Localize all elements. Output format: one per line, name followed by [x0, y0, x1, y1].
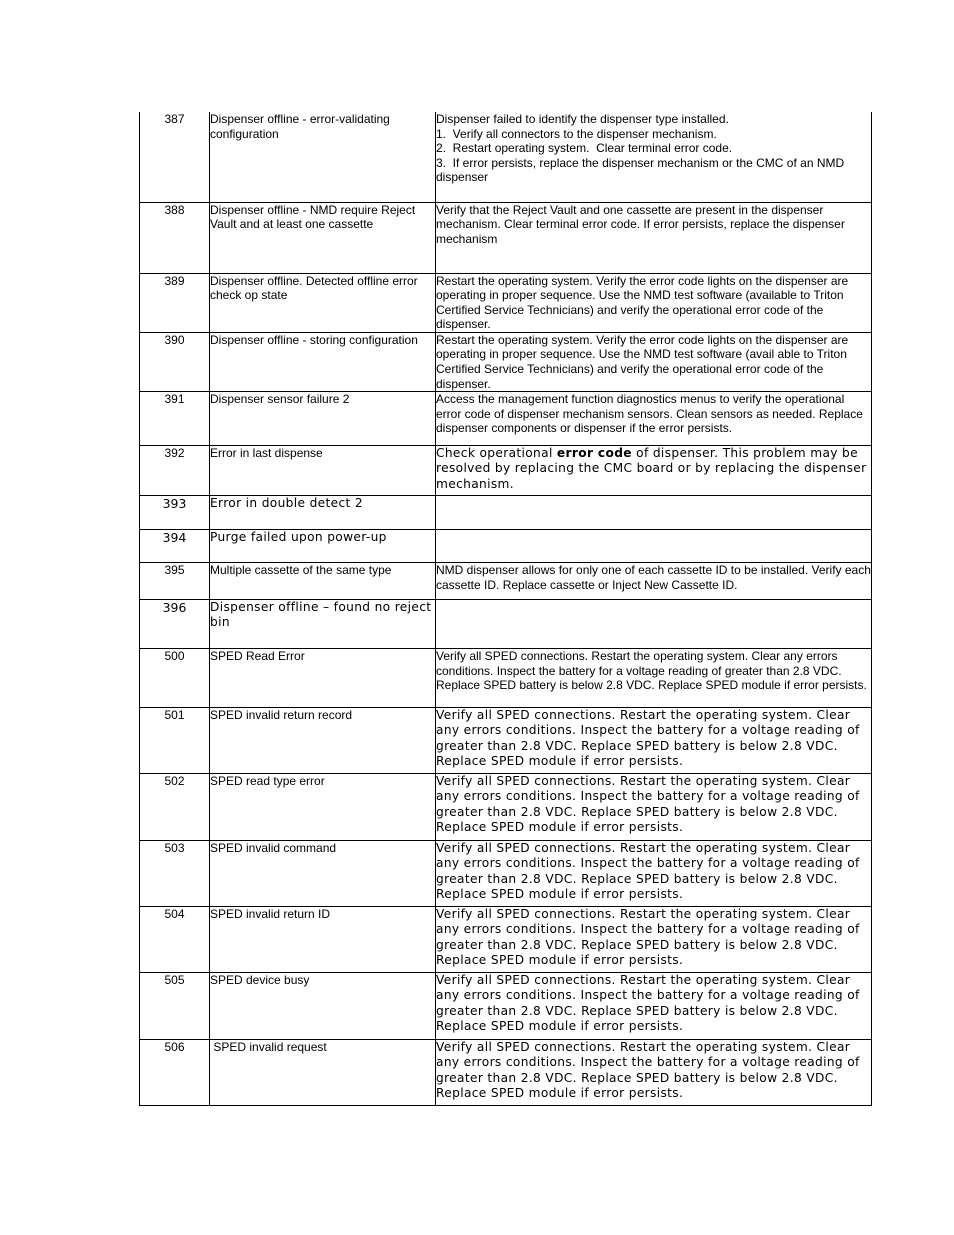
action-line: Dispenser failed to identify the dispenser type installed. [436, 112, 729, 126]
table-row [140, 202, 872, 273]
error-description: SPED invalid return record [210, 708, 436, 774]
corrective-action [436, 112, 872, 202]
table-row [140, 973, 872, 1040]
table-row [140, 774, 872, 841]
action-text: Check operational [436, 446, 557, 461]
error-code: 506 [140, 1040, 210, 1106]
corrective-action: Verify all SPED connections. Restart the operating system. Clear any errors conditions. Inspect the battery for a voltage reading of greater than 2.8 VDC. Replace SPED battery is below 2.8 VDC. Replace SPED module if error persists. [436, 649, 872, 708]
table-row [140, 907, 872, 973]
error-code: 500 [140, 649, 210, 708]
error-description: Dispenser offline. Detected offline error check op state [210, 273, 436, 332]
corrective-action: Restart the operating system. Verify the error code lights on the dispenser are operating in proper sequence. Use the NMD test software (available to Triton Certified Service Technicians) and verify the operational error code of the dispenser. [436, 273, 872, 332]
table-row [140, 841, 872, 907]
action-emphasis: error code [556, 446, 632, 461]
table-row [140, 649, 872, 708]
error-code: 505 [140, 973, 210, 1040]
table-row [140, 530, 872, 563]
error-code: 396 [140, 600, 210, 649]
error-code: 501 [140, 708, 210, 774]
action-text: of dispenser. This problem may be resolved by replacing the CMC board or by replacing the dispenser mechanism. [436, 446, 867, 491]
error-code: 393 [140, 496, 210, 530]
table-row [140, 392, 872, 446]
error-description: Dispenser offline - storing configuration [210, 332, 436, 391]
error-description: Dispenser offline - NMD require Reject Vault and at least one cassette [210, 202, 436, 273]
error-description: Error in double detect 2 [210, 496, 436, 530]
corrective-action: Verify all SPED connections. Restart the operating system. Clear any errors conditions. Inspect the battery for a voltage reading of greater than 2.8 VDC. Replace SPED battery is below 2.8 VDC. Replace SPED module if error persists. [436, 708, 872, 774]
table-row [140, 273, 872, 332]
error-description: SPED device busy [210, 973, 436, 1040]
error-code: 503 [140, 841, 210, 907]
action-line: 3. If error persists, replace the dispenser mechanism or the CMC of an NMD dispenser [436, 155, 848, 185]
error-code: 388 [140, 202, 210, 273]
error-code: 391 [140, 392, 210, 446]
error-description: Purge failed upon power-up [210, 530, 436, 563]
error-code: 502 [140, 774, 210, 841]
table-row [140, 563, 872, 600]
corrective-action: Verify all SPED connections. Restart the operating system. Clear any errors conditions. Inspect the battery for a voltage reading of greater than 2.8 VDC. Replace SPED battery is below 2.8 VDC. Replace SPED module if error persists. [436, 1040, 872, 1106]
action-line: 2. Restart operating system. Clear terminal error code. [436, 141, 733, 156]
corrective-action: Verify all SPED connections. Restart the operating system. Clear any errors conditions. Inspect the battery for a voltage reading of greater than 2.8 VDC. Replace SPED battery is below 2.8 VDC. Replace SPED module if error persists. [436, 907, 872, 973]
error-code: 504 [140, 907, 210, 973]
error-description: Error in last dispense [210, 446, 436, 496]
error-code: 392 [140, 446, 210, 496]
corrective-action [436, 600, 872, 649]
corrective-action: Verify all SPED connections. Restart the operating system. Clear any errors conditions. Inspect the battery for a voltage reading of greater than 2.8 VDC. Replace SPED battery is below 2.8 VDC. Replace SPED module if error persists. [436, 774, 872, 841]
error-description: Dispenser offline - error-validating configuration [210, 112, 436, 202]
action-line: 1. Verify all connectors to the dispenser mechanism. [436, 126, 717, 141]
error-description: SPED invalid return ID [210, 907, 436, 973]
error-code-table [139, 112, 872, 1106]
error-description: Dispenser sensor failure 2 [210, 392, 436, 446]
table-row [140, 600, 872, 649]
error-description: SPED invalid request [210, 1040, 436, 1106]
table-row [140, 112, 872, 202]
table-row [140, 332, 872, 391]
error-code: 390 [140, 332, 210, 391]
corrective-action: Verify that the Reject Vault and one cassette are present in the dispenser mechanism. Clear terminal error code. If error persists, replace the dispenser mechanism [436, 202, 872, 273]
corrective-action [436, 446, 872, 496]
corrective-action: Restart the operating system. Verify the error code lights on the dispenser are operating in proper sequence. Use the NMD test software (avail able to Triton Certified Service Technicians) and verify the operational error code of the dispenser. [436, 332, 872, 391]
error-description: Dispenser offline – found no reject bin [210, 600, 436, 649]
error-code: 395 [140, 563, 210, 600]
table-row [140, 708, 872, 774]
error-description: SPED invalid command [210, 841, 436, 907]
corrective-action [436, 530, 872, 563]
error-description: SPED read type error [210, 774, 436, 841]
table-row [140, 446, 872, 496]
error-code: 394 [140, 530, 210, 563]
error-description: SPED Read Error [210, 649, 436, 708]
corrective-action [436, 496, 872, 530]
error-description: Multiple cassette of the same type [210, 563, 436, 600]
corrective-action: NMD dispenser allows for only one of each cassette ID to be installed. Verify each cassette ID. Replace cassette or Inject New Cassette ID. [436, 563, 872, 600]
error-code: 387 [140, 112, 210, 202]
corrective-action: Verify all SPED connections. Restart the operating system. Clear any errors conditions. Inspect the battery for a voltage reading of greater than 2.8 VDC. Replace SPED battery is below 2.8 VDC. Replace SPED module if error persists. [436, 973, 872, 1040]
corrective-action: Verify all SPED connections. Restart the operating system. Clear any errors conditions. Inspect the battery for a voltage reading of greater than 2.8 VDC. Replace SPED battery is below 2.8 VDC. Replace SPED module if error persists. [436, 841, 872, 907]
corrective-action: Access the management function diagnostics menus to verify the operational error code of dispenser mechanism sensors. Clean sensors as needed. Replace dispenser components or dispenser if the error persists. [436, 392, 872, 446]
table-row [140, 1040, 872, 1106]
table-row [140, 496, 872, 530]
error-code: 389 [140, 273, 210, 332]
